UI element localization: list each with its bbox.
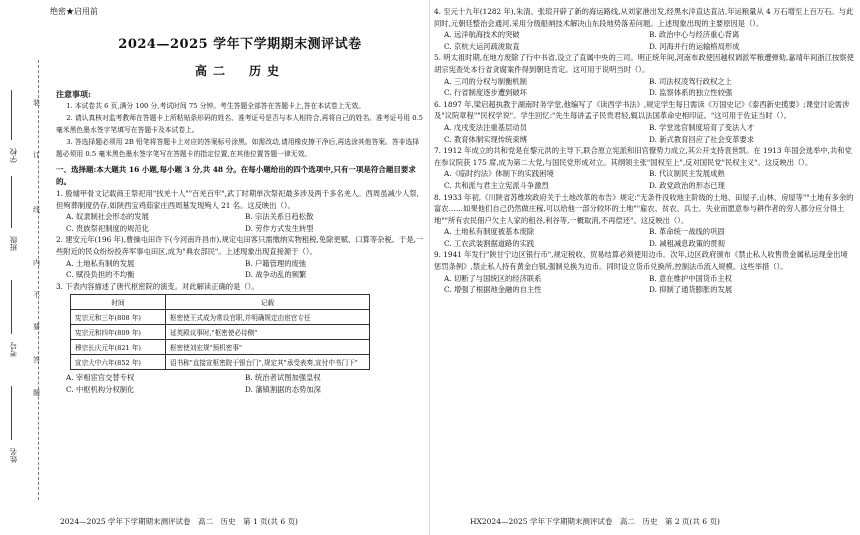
notice-list bbox=[56, 100, 424, 160]
option: D. 监察体系的独立性较强 bbox=[649, 88, 733, 98]
table-row bbox=[71, 310, 370, 325]
option: A. 三司的分权与制衡机制 bbox=[444, 76, 527, 86]
table-row bbox=[71, 355, 370, 370]
option: D. 战争动乱的频繁 bbox=[245, 270, 307, 280]
class-field-label: 班级 bbox=[9, 236, 18, 251]
name-field-line bbox=[11, 386, 12, 440]
question-options bbox=[434, 226, 854, 249]
table-cell: 穆宗长庆元年(821 年) bbox=[71, 340, 166, 355]
notice-item: 3. 答选择题必须用 2B 铅笔将答题卡上对应的答案标号涂黑。如需改动,请用橡皮擦干净后,再选涂其他答案。答非选择题必须用 0.5 毫米黑色墨水签字笔写在答题卡的指定位置,在其他位置答题一律无效。 bbox=[56, 138, 420, 158]
option: D. 抑制了通货膨胀的发展 bbox=[649, 285, 733, 295]
option: D. 劳作方式发生转型 bbox=[245, 223, 314, 233]
table-header-cell: 时间 bbox=[71, 295, 166, 310]
cut-char: 要 bbox=[33, 323, 40, 331]
option: A. 土地私有制度被基本废除 bbox=[444, 227, 535, 237]
question-options bbox=[434, 76, 854, 99]
exam-subject: 高二 历史 bbox=[194, 64, 285, 78]
page-footer: 2024—2025 学年下学期期末测评试卷 高二 历史 第 1 页(共 6 页) bbox=[60, 517, 298, 526]
cut-char: 题 bbox=[33, 389, 40, 397]
option: A. 戊戌变法注重基层动员 bbox=[444, 122, 527, 132]
question-stem: 1. 殷墟甲骨文记载商王祭祀用"找羌十人""百羌百牢",武丁时期单次祭祀最多涉及两千多名羌人。西周虽减少人祭,但殉葬制度仍存,如陕西宝鸡茹家庄西周墓发现殉人 21 名。这反映出（）。 bbox=[56, 189, 419, 210]
option: C. 工农武装割据道路的实践 bbox=[444, 238, 535, 248]
table-header-cell: 记载 bbox=[166, 295, 370, 310]
option: B. 统治者试图加强皇权 bbox=[245, 373, 321, 383]
option: B. 革命统一战线的巩固 bbox=[649, 227, 725, 237]
table-cell: 宪宗元和三年(808 年) bbox=[71, 310, 166, 325]
option: C. 中枢机构分权制化 bbox=[66, 384, 135, 394]
option: A. 远洋航海技术的突破 bbox=[444, 30, 520, 40]
option: B. 司法权凌驾行政权之上 bbox=[649, 76, 732, 86]
cut-char: 线 bbox=[33, 206, 40, 214]
school-field-label: 学校 bbox=[9, 148, 18, 163]
exam-number-field-line bbox=[11, 280, 12, 334]
option: D. 减租减息政策的贯彻 bbox=[649, 238, 725, 248]
option: D. 河海并行的运输格局形成 bbox=[649, 41, 740, 51]
binding-gutter bbox=[0, 0, 52, 535]
table-cell: 宣宗大中六年(852 年) bbox=[71, 355, 166, 370]
question-options bbox=[56, 258, 424, 281]
option: C. 贵族祭祀制度的规范化 bbox=[66, 223, 149, 233]
question-stem: 4. 至元十九年(1282 年),朱清、张瑄开辟了新的海运路线,从刘家港出发,经黑水洋直达直沽,年运粮量从 4 万石增至上百万石。与此同时,元朝廷整治会通河,采用分级船闸技术解决山东段地势落差问题。上述现象出现的主要原因是（）。 bbox=[434, 7, 854, 28]
confidential-mark: 绝密★启用前 bbox=[50, 7, 98, 16]
table-row bbox=[71, 340, 370, 355]
option: A. 土地私有制的发展 bbox=[66, 258, 135, 268]
exam-number-field-label: 考号 bbox=[9, 342, 18, 357]
option: C. 行省制度逐步遭到破坏 bbox=[444, 88, 527, 98]
question-stem: 9. 1941 年发行"陕甘宁边区银行币",规定税收、贸易结算必须使用边币。次年,边区政府颁布《禁止私人收售贵金属私运现金出境惩罚条例》,禁止私人持有黄金白银,强制兑换为边币。同时设立货币兑换所,控制法币流入规模。这些举措（）。 bbox=[434, 250, 848, 272]
section-heading: 一、选择题:本大题共 16 小题,每小题 3 分,共 48 分。在每小题给出的四个选项中,只有一项是符合题目要求的。 bbox=[56, 165, 416, 186]
table-cell: 宪宗元和四年(809 年) bbox=[71, 325, 166, 340]
question-options bbox=[56, 372, 424, 395]
question-options bbox=[434, 29, 854, 52]
table-cell: 诏书称"直接宣枢密院于银台门",规定其"承受表奏,宣付中书门下" bbox=[166, 355, 370, 370]
cut-char: 内 bbox=[33, 259, 40, 267]
option: B. 代议制民主发展成熟 bbox=[649, 169, 725, 179]
table-header-row bbox=[71, 295, 370, 310]
option: A.《临时约法》体制下的实践困境 bbox=[444, 169, 554, 179]
option: A. 切断了与国统区的经济联系 bbox=[444, 273, 542, 283]
cut-char: 答 bbox=[33, 356, 40, 364]
notice-item: 1. 本试卷共 6 页,满分 100 分,考试时间 75 分钟。考生答题全部答在答题卡上,答在本试卷上无效。 bbox=[66, 102, 365, 110]
option: D. 藩镇割据的态势加深 bbox=[245, 384, 321, 394]
exam-title: 2024—2025 学年下学期期末测评试卷 bbox=[118, 37, 362, 52]
left-column bbox=[50, 6, 424, 396]
class-field-line bbox=[11, 176, 12, 228]
cut-char: 订 bbox=[33, 151, 40, 159]
cut-char: 不 bbox=[33, 291, 40, 299]
notice-item: 2. 请认真核对监考教师在答题卡上所粘贴条形码的姓名、准考证号是否与本人相符合,再将自己的姓名、准考证号用 0.5 毫米黑色墨水签字笔填写在答题卡及本试卷上。 bbox=[56, 114, 424, 134]
cut-line bbox=[38, 60, 39, 500]
option: A. 奴隶制社会形态的发展 bbox=[66, 212, 149, 222]
page-2 bbox=[430, 0, 860, 535]
table-cell: 枢密使刘宏规"预机密事" bbox=[166, 340, 370, 355]
question-options bbox=[56, 211, 424, 234]
option: C. 赋役负担的不均衡 bbox=[66, 270, 135, 280]
question-options bbox=[434, 273, 854, 296]
option: B. 学堂选官制度培育了变法人才 bbox=[649, 122, 754, 132]
option: C. 增强了根据地金融的自主性 bbox=[444, 285, 542, 295]
option: D. 政党政治的形态已现 bbox=[649, 180, 725, 190]
option: C. 京杭大运河疏浚取直 bbox=[444, 41, 520, 51]
question-stem: 3. 下表内容描述了唐代枢密院的演变。对此解读正确的是（）。 bbox=[56, 281, 259, 291]
option: D. 新式教育回应了社会变革要求 bbox=[649, 134, 755, 144]
option: B. 户籍管理的废弛 bbox=[245, 258, 307, 268]
name-field-label: 姓名 bbox=[9, 448, 18, 463]
question-stem: 6. 1897 年,梁启超执教于湖南时务学堂,他编写了《读西学书法》,规定学生每日需读《万国史记》《泰西新史揽要》;课堂讨论需涉及"议院章程""民权学说"。学生回忆:"先生每讲孟子民贵君轻,辄以法国革命史相印证。"这可用于佐证当时（）。 bbox=[434, 99, 850, 121]
question-stem: 5. 明太祖时期,在地方废除了行中书省,设立了直属中央的三司。明正统年间,河南布政使因越权调派军粮遭弹劾,嘉靖年间浙江按察使胡宗宪查处本行省贪腐案件得到朝廷肯定。这可用于说明当时（）。 bbox=[434, 53, 854, 74]
option: C. 教育体制实现传统束缚 bbox=[444, 134, 527, 144]
option: B. 意在维护中国货币主权 bbox=[649, 273, 732, 283]
cut-char: 装 bbox=[33, 99, 40, 107]
question-stem: 2. 建安元年(196 年),曹操屯田许下(今河南许昌市),规定屯田客只需缴纳实物租税,免除更赋、口算等杂税。于是,一些附近的民众纷纷投奔军事屯田区,成为"典农部民"。上述现象出现直接源于（）。 bbox=[56, 235, 424, 256]
option: A. 宰相宦官交替专权 bbox=[66, 373, 135, 383]
notice-heading: 注意事项: bbox=[56, 89, 91, 99]
table-cell: 延英殿议事时,"枢密使必侍侧" bbox=[166, 325, 370, 340]
option: B. 宗法关系日趋松散 bbox=[245, 212, 314, 222]
question-stem: 7. 1912 年成立的共和党是在黎元洪的主导下,联合原立宪派和旧官僚势力成立,其公开支持袁世凯。在 1913 年国会选举中,共和党在参议院获 175 席,成为第二大党,与国民党形成对立。其纲领主张"国权至上",反对国民党"民权主义"。这反映出（）。 bbox=[434, 146, 852, 167]
page-footer: HX2024—2025 学年下学期期末测评试卷 高二 历史 第 2 页(共 6 页) bbox=[470, 517, 720, 526]
question-options bbox=[434, 168, 854, 191]
option: B. 政治中心与经济重心背离 bbox=[649, 30, 740, 40]
school-field-line bbox=[11, 90, 12, 140]
option: C. 共和派与君主立宪派斗争激烈 bbox=[444, 180, 549, 190]
table-cell: 枢密使王式成为常设官职,并明确规定由宦官专任 bbox=[166, 310, 370, 325]
question-options bbox=[434, 122, 854, 145]
right-column bbox=[434, 6, 854, 296]
table-row bbox=[71, 325, 370, 340]
question-stem: 8. 1933 年初,《川陕省苏维埃政府关于土地改革的布告》规定:"无条件没收地主阶级的土地、田屋子,山林、房屋等""土地有多余的富农……如果他们自己仍然做庄稼,可以给他一部分较坏的土地""雇农、贫农、兵士、失业而愿意参与耕作者的穷人都分应分得土地""所有农民佃户欠主人家的租谷,利谷等,一概取消,不再偿还"。这反映出（）。 bbox=[434, 192, 854, 225]
history-table bbox=[70, 294, 370, 370]
